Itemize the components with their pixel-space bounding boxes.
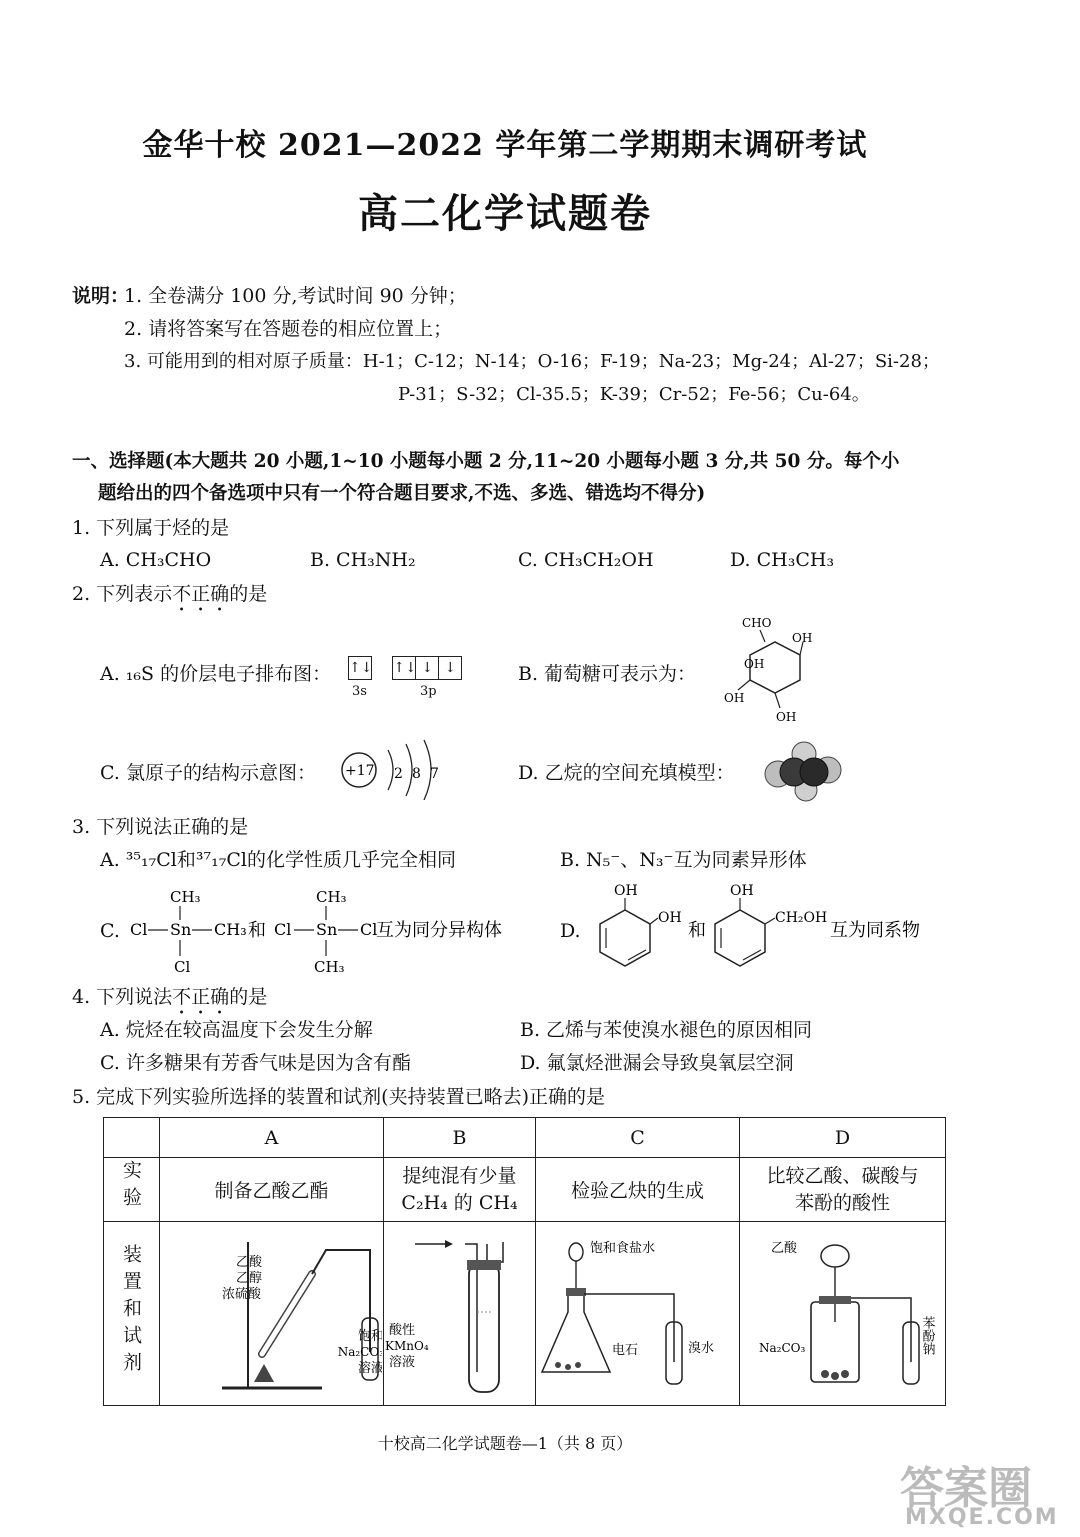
watermark-url: MXQE.COM (905, 1505, 1059, 1530)
substituent: Cl (130, 920, 148, 939)
q3-option-d-tail: 互为同系物 (830, 920, 920, 941)
substituent: Cl (360, 920, 378, 939)
apparatus-cell-c (536, 1222, 740, 1406)
experiment-cell: 检验乙炔的生成 (536, 1158, 740, 1222)
substituent: CH₃ (314, 958, 345, 976)
orbital-diagram (348, 656, 462, 680)
q4-stem (72, 986, 267, 1019)
reagent-label: 饱和 (357, 1329, 382, 1344)
q3-option-c-tail: 互为同分异构体 (376, 920, 502, 941)
reagent-label: 乙醇 (235, 1271, 262, 1286)
reagent-label: 浓硫酸 (221, 1287, 261, 1302)
orbital-cell: ↑↓ (349, 660, 373, 676)
reagent-label: Na₂CO₃ (758, 1341, 805, 1355)
q3-stem: 3. 下列说法正确的是 (72, 816, 249, 838)
orbital-label-3p: 3p (420, 684, 437, 699)
q1-option-c: C. CH₃CH₂OH (518, 549, 654, 571)
q4-stem-emphasis: 不正确 (172, 986, 230, 1008)
shell-count: 8 (412, 766, 421, 782)
apparatus-cell-a (160, 1222, 384, 1406)
column-header: D (740, 1118, 946, 1158)
substituent: CH₃ (214, 920, 247, 939)
reagent-label: 乙酸 (235, 1255, 262, 1270)
tin-compound-structures (128, 880, 528, 980)
substituent: CH₃ (170, 888, 201, 906)
q1-option-b: B. CH₃NH₂ (310, 549, 416, 571)
section-heading: 一、选择题(本大题共 20 小题,1~10 小题每小题 2 分,11~20 小题每小题 3 分,共 50 分。每个小 (72, 451, 900, 472)
glucose-group: OH (776, 710, 797, 724)
row-header: 装置和试剂 (120, 1243, 142, 1379)
glucose-group: CHO (742, 616, 772, 630)
hydroxyl-group: OH (730, 883, 754, 899)
apparatus-cell-d (740, 1222, 946, 1406)
q3-option-d-label: D. (560, 920, 581, 942)
glucose-group: OH (792, 631, 813, 645)
glucose-group: OH (744, 657, 765, 671)
exam-title: 金华十校 2021—2022 学年第二学期期末调研考试 (142, 128, 868, 163)
instruction-item: 3. 可能用到的相对原子质量：H-1；C-12；N-14；O-16；F-19；Na-23；Mg-24；Al-27；Si-28； (124, 351, 940, 372)
q1-stem: 1. 下列属于烃的是 (72, 517, 230, 539)
shell-count: 7 (430, 766, 439, 782)
acetylene-test-apparatus (538, 1222, 738, 1400)
experiment-cell: 提纯混有少量 C₂H₄ 的 CH₄ (384, 1158, 536, 1222)
q3-option-b: B. N₅⁻、N₃⁻互为同素异形体 (560, 849, 807, 871)
gas-washing-apparatus (385, 1222, 535, 1400)
ester-preparation-apparatus (162, 1222, 382, 1400)
substituent: Cl (174, 958, 191, 976)
shell-count: 2 (394, 766, 403, 782)
hydroxyl-group: OH (614, 883, 638, 899)
ethane-space-filling-model (764, 740, 844, 802)
q1-option-a: A. CH₃CHO (100, 549, 212, 571)
q5-table (103, 1117, 946, 1406)
apparatus-cell-b (384, 1222, 536, 1406)
phenol-compound-structures (590, 880, 940, 975)
reagent-label: 电石 (611, 1343, 638, 1358)
q5-stem: 5. 完成下列实验所选择的装置和试剂(夹持装置已略去)正确的是 (72, 1086, 605, 1108)
reagent-label: 苯酚钠 (919, 1316, 934, 1355)
glucose-group: OH (724, 691, 745, 705)
q2-stem-emphasis: 不正确 (172, 583, 230, 605)
substituent: Cl (274, 920, 292, 939)
q2-option-a-label: A. ₁₆S 的价层电子排布图： (100, 663, 332, 685)
q4-option-a: A. 烷烃在较高温度下会发生分解 (100, 1019, 373, 1041)
instructions-label: 说明： (72, 285, 130, 307)
instruction-item: P-31；S-32；Cl-35.5；K-39；Cr-52；Fe-56；Cu-64。 (398, 384, 870, 405)
q4-option-c: C. 许多糖果有芳香气味是因为含有酯 (100, 1052, 411, 1074)
orbital-cell: ↓ (444, 660, 457, 676)
orbital-label-3s: 3s (352, 684, 367, 699)
instruction-item: 1. 全卷满分 100 分,考试时间 90 分钟； (124, 285, 467, 307)
reagent-label: 乙酸 (770, 1241, 797, 1256)
q3-option-a: A. ³⁵₁₇Cl和³⁷₁₇Cl的化学性质几乎完全相同 (100, 849, 456, 871)
reagent-label: 饱和食盐水 (589, 1241, 655, 1256)
nucleus-charge: +17 (345, 763, 375, 779)
q2-option-c-label: C. 氯原子的结构示意图： (100, 762, 316, 784)
reagent-label: 酸性 (388, 1323, 415, 1338)
q4-stem-post: 的是 (229, 986, 268, 1008)
reagent-label: KMnO₄ (384, 1339, 429, 1353)
q2-option-b-label: B. 葡萄糖可表示为： (518, 663, 697, 685)
reagent-label: 溶液 (357, 1361, 382, 1376)
reagent-label: 溴水 (687, 1341, 714, 1356)
conjunction: 和 (248, 920, 266, 941)
q2-option-d-label: D. 乙烷的空间充填模型： (518, 762, 735, 784)
reagent-label: 溶液 (388, 1355, 415, 1370)
q2-stem-pre: 2. 下列表示 (72, 583, 173, 605)
glucose-structure (720, 610, 830, 725)
orbital-cell: ↓ (416, 657, 439, 679)
q1-option-d: D. CH₃CH₃ (730, 549, 835, 571)
central-atom: Sn (316, 920, 338, 939)
q2-stem (72, 583, 267, 616)
column-header: A (160, 1118, 384, 1158)
q4-option-d: D. 氟氯烃泄漏会导致臭氧层空洞 (520, 1052, 794, 1074)
q4-stem-pre: 4. 下列说法 (72, 986, 173, 1008)
substituent: CH₃ (316, 888, 347, 906)
orbital-3p-box (392, 656, 462, 680)
reagent-label: Na₂CO₃ (337, 1345, 382, 1359)
page-footer: 十校高二化学试题卷—1（共 8 页） (377, 1434, 633, 1453)
column-header: C (536, 1118, 740, 1158)
instruction-item: 2. 请将答案写在答题卷的相应位置上； (124, 318, 453, 340)
hydroxyl-group: OH (658, 910, 682, 926)
acidity-comparison-apparatus (743, 1222, 943, 1400)
central-atom: Sn (170, 920, 192, 939)
experiment-cell: 比较乙酸、碳酸与 苯酚的酸性 (740, 1158, 946, 1222)
q2-stem-post: 的是 (229, 583, 268, 605)
paper-title: 高二化学试题卷 (358, 190, 652, 237)
row-header: 实验 (120, 1160, 142, 1214)
q4-option-b: B. 乙烯与苯使溴水褪色的原因相同 (520, 1019, 813, 1041)
orbital-3s-box (348, 656, 372, 680)
watermark-logo: 答案圈 (900, 1463, 1032, 1514)
experiment-cell: 制备乙酸乙酯 (160, 1158, 384, 1222)
table-corner (104, 1118, 160, 1158)
section-heading-cont: 题给出的四个备选项中只有一个符合题目要求,不选、多选、错选均不得分) (98, 483, 706, 504)
column-header: B (384, 1118, 536, 1158)
orbital-cell: ↑↓ (393, 657, 416, 679)
q3-option-c-label: C. (100, 920, 120, 942)
hydroxymethyl-group: CH₂OH (775, 910, 828, 926)
chlorine-atom-diagram (336, 738, 446, 800)
conjunction: 和 (688, 920, 706, 941)
